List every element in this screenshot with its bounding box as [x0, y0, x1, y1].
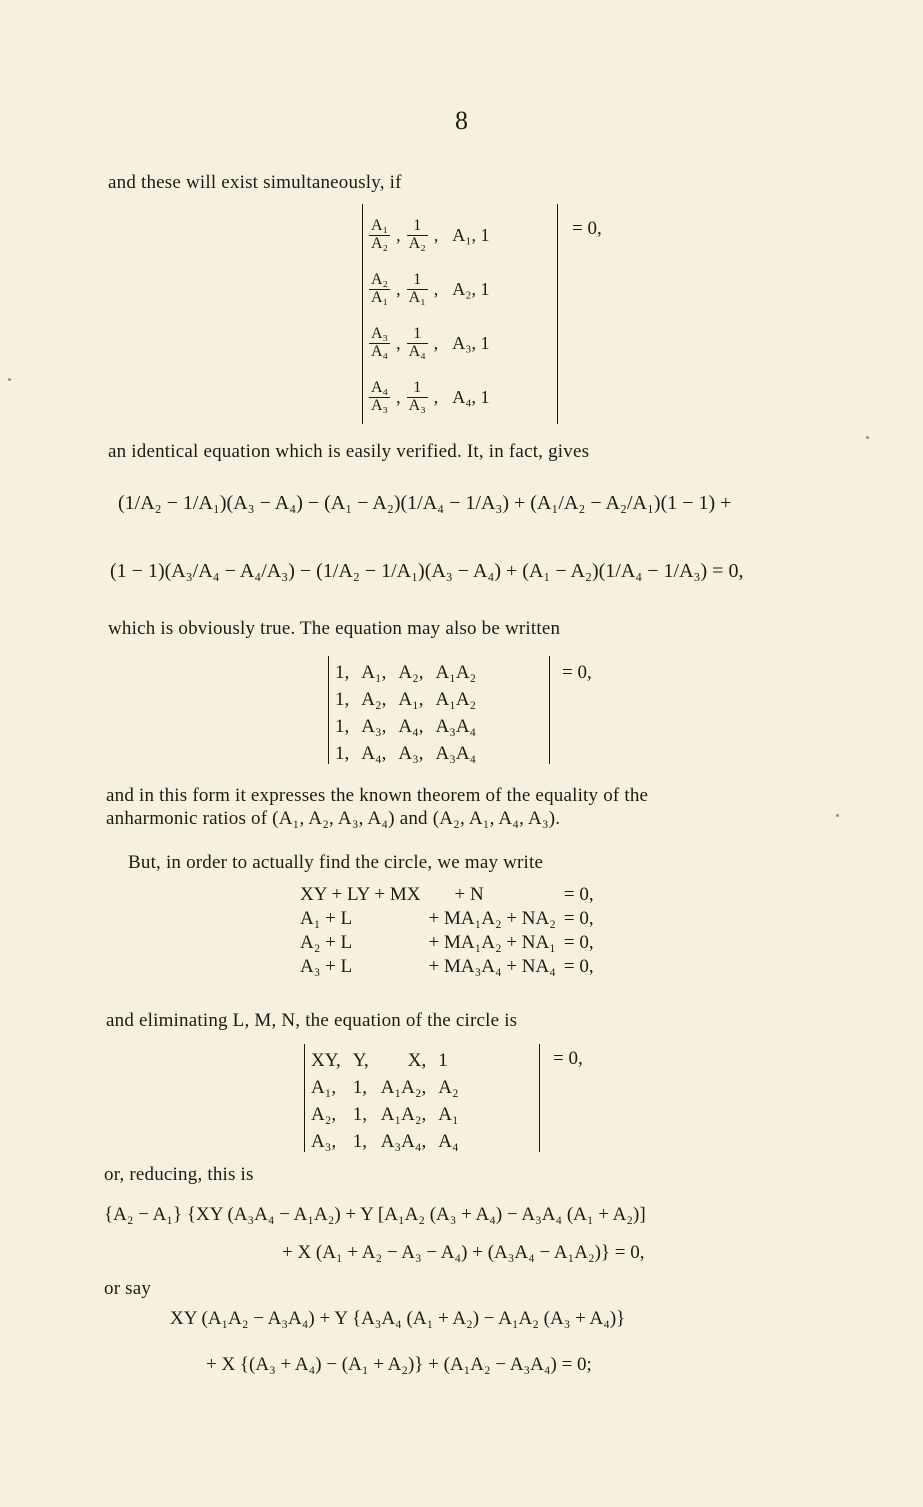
- fraction: $\frac{1}{\text{A₁}}$: [408, 270, 426, 306]
- paragraph-5: But, in order to actually find the circle, we may write: [128, 852, 544, 873]
- determinant-3-equals: = 0,: [553, 1048, 583, 1069]
- matrix-entry: 1,: [335, 661, 350, 683]
- fraction: $\frac{\text{A₄}}{\text{A₃}}$: [371, 378, 389, 414]
- equation-system: [296, 883, 598, 979]
- determinant-1-equals: = 0,: [572, 218, 602, 239]
- matrix-entry: A₄: [438, 1130, 459, 1152]
- paragraph-3: which is obviously true. The equation may also be written: [108, 618, 561, 639]
- equation-term: + MA₁A₂ + NA₂: [428, 908, 556, 929]
- matrix-entry: A₄,: [398, 715, 424, 737]
- equation-term: A₂ + L: [300, 932, 353, 953]
- matrix-entry: A₂,: [311, 1103, 337, 1125]
- expansion-line-2: (1 − 1)(A₃/A₄ − A₄/A₃) − (1/A₂ − 1/A₁)(A₃ − A₄) + (A₁ − A₂)(1/A₄ − 1/A₃) = 0,: [110, 560, 744, 582]
- paragraph-6: and eliminating L, M, N, the equation of the circle is: [106, 1010, 518, 1031]
- matrix-entry: 1,: [335, 715, 350, 737]
- expansion-line-1: (1/A₂ − 1/A₁)(A₃ − A₄) − (A₁ − A₂)(1/A₄ − 1/A₃) + (A₁/A₂ − A₂/A₁)(1 − 1) +: [118, 492, 732, 514]
- determinant-1: $\frac{\text{A₁}}{\text{A₂}}$ , $\frac{1}{\text{A₂}}$ , A₁, 1 $\frac{\text{A₂}}{\text{A₁}}$ , $\frac{1}{\text{A₁}}$ , A₂, 1 $\frac{\text{A₃}}{\text{A₄}}$ , $\frac{1}{\text{A₄}}$ , A₃, 1 $\frac{\text{A₄}}{\text{A₃}}$ , $\frac{1}{\text{A₃}}$ , A₄, 1: [362, 204, 558, 424]
- matrix-entry: A₁, 1: [452, 224, 490, 245]
- equation-term: = 0,: [563, 932, 594, 953]
- equation-term: A₃ + L: [300, 956, 353, 977]
- paragraph-2: an identical equation which is easily verified. It, in fact, gives: [108, 441, 590, 462]
- matrix-entry: 1,: [352, 1103, 367, 1125]
- page-number: 8: [455, 106, 468, 135]
- matrix-entry: A₁A₂,: [380, 1103, 427, 1125]
- fraction: $\frac{1}{\text{A₄}}$: [408, 324, 426, 360]
- paragraph-8: or say: [104, 1278, 152, 1299]
- equation-term: XY + LY + MX: [300, 884, 421, 905]
- paragraph-4b: anharmonic ratios of (A₁, A₂, A₃, A₄) and (A₂, A₁, A₄, A₃).: [106, 808, 561, 829]
- matrix-entry: A₂, 1: [452, 278, 490, 299]
- reduced-equation-line-2: + X (A₁ + A₂ − A₃ − A₄) + (A₃A₄ − A₁A₂)} = 0,: [282, 1242, 645, 1263]
- matrix-entry: A₄, 1: [452, 386, 490, 407]
- matrix-entry: 1,: [335, 742, 350, 764]
- paper-speck: [8, 378, 11, 381]
- matrix-entry: A₃,: [361, 715, 387, 737]
- equation-term: + N: [454, 884, 484, 905]
- fraction: $\frac{\text{A₃}}{\text{A₄}}$: [371, 324, 389, 360]
- determinant-2-equals: = 0,: [562, 662, 592, 683]
- matrix-entry: A₂: [438, 1076, 459, 1098]
- fraction: $\frac{\text{A₂}}{\text{A₁}}$: [371, 270, 389, 306]
- paragraph-4a: and in this form it expresses the known theorem of the equality of the: [106, 785, 649, 806]
- paragraph-7: or, reducing, this is: [104, 1164, 254, 1185]
- equation-term: + MA₃A₄ + NA₄: [428, 956, 556, 977]
- final-equation-line-2: + X {(A₃ + A₄) − (A₁ + A₂)} + (A₁A₂ − A₃A₄) = 0;: [206, 1354, 592, 1375]
- matrix-entry: X,: [407, 1049, 427, 1071]
- matrix-entry: A₃A₄: [435, 742, 477, 764]
- matrix-entry: 1,: [352, 1076, 367, 1098]
- matrix-entry: A₃A₄: [435, 715, 477, 737]
- matrix-entry: A₃,: [311, 1130, 337, 1152]
- matrix-entry: 1,: [352, 1130, 367, 1152]
- fraction: $\frac{1}{\text{A₃}}$: [408, 378, 426, 414]
- paragraph-1: and these will exist simultaneously, if: [108, 172, 402, 193]
- final-equation-line-1: XY (A₁A₂ − A₃A₄) + Y {A₃A₄ (A₁ + A₂) − A₁A₂ (A₃ + A₄)}: [170, 1308, 626, 1329]
- fraction: $\frac{\text{A₁}}{\text{A₂}}$: [371, 216, 389, 252]
- equation-term: = 0,: [563, 884, 594, 905]
- equation-term: = 0,: [563, 956, 594, 977]
- matrix-entry: A₁A₂,: [380, 1076, 427, 1098]
- fraction: $\frac{1}{\text{A₂}}$: [408, 216, 426, 252]
- determinant-3: [304, 1044, 540, 1152]
- matrix-entry: A₁A₂: [435, 688, 477, 710]
- matrix-entry: A₁,: [398, 688, 424, 710]
- matrix-entry: A₃,: [398, 742, 424, 764]
- matrix-entry: XY,: [311, 1049, 341, 1071]
- equation-term: A₁ + L: [300, 908, 353, 929]
- matrix-entry: A₂,: [398, 661, 424, 683]
- matrix-entry: A₁,: [311, 1076, 337, 1098]
- matrix-entry: A₂,: [361, 688, 387, 710]
- matrix-entry: 1,: [335, 688, 350, 710]
- matrix-entry: A₃, 1: [452, 332, 490, 353]
- paper-speck: [866, 436, 869, 439]
- reduced-equation-line-1: {A₂ − A₁} {XY (A₃A₄ − A₁A₂) + Y [A₁A₂ (A₃ + A₄) − A₃A₄ (A₁ + A₂)]: [104, 1204, 646, 1225]
- matrix-entry: A₁: [438, 1103, 459, 1125]
- matrix-entry: 1: [438, 1049, 448, 1071]
- determinant-2: [328, 656, 550, 764]
- matrix-entry: Y,: [352, 1049, 369, 1071]
- matrix-entry: A₁,: [361, 661, 387, 683]
- equation-term: + MA₁A₂ + NA₁: [428, 932, 556, 953]
- paper-speck: [836, 814, 839, 817]
- matrix-entry: A₃A₄,: [380, 1130, 427, 1152]
- matrix-entry: A₁A₂: [435, 661, 477, 683]
- matrix-entry: A₄,: [361, 742, 387, 764]
- equation-term: = 0,: [563, 908, 594, 929]
